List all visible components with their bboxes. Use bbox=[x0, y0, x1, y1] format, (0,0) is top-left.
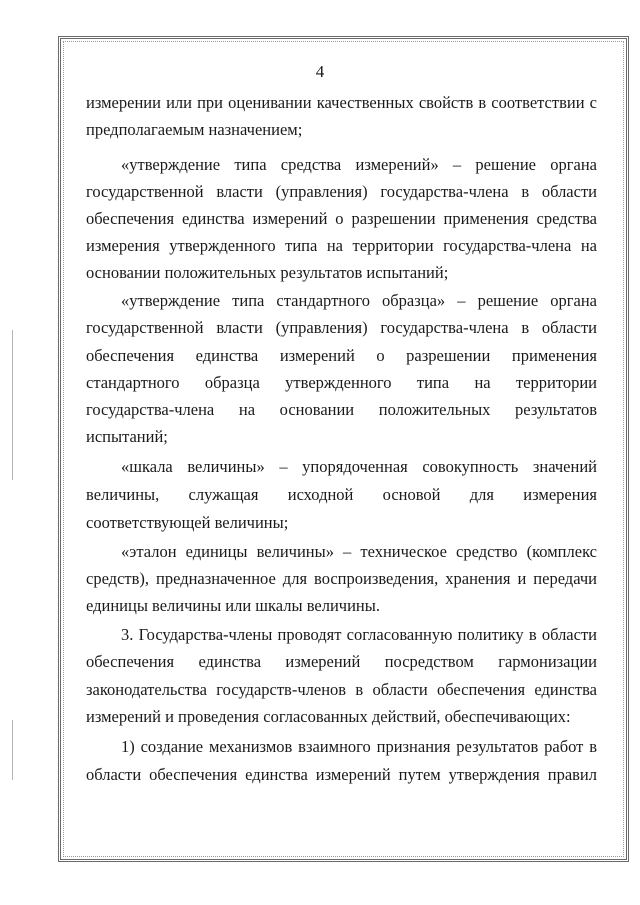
text-line: основании положительных результатов испытаний; bbox=[86, 263, 449, 282]
scan-edge-mark bbox=[12, 330, 13, 480]
text-line: измерения утвержденного типа на территории государства-члена на bbox=[86, 236, 597, 255]
page-number: 4 bbox=[315, 62, 325, 81]
text-line: величины, служащая исходной основой для измерения bbox=[86, 485, 597, 504]
text-line: «утверждение типа средства измерений» – решение органа bbox=[121, 155, 597, 174]
text-line: 3. Государства-члены проводят согласованную политику в области bbox=[121, 625, 597, 644]
text-line: обеспечения единства измерений посредством гармонизации bbox=[86, 652, 597, 671]
text-line: 1) создание механизмов взаимного признания результатов работ в bbox=[121, 737, 597, 756]
text-line: измерении или при оценивании качественных свойств в соответствии с bbox=[86, 93, 597, 112]
text-line: обеспечения единства измерений о разрешении применения средства bbox=[86, 209, 597, 228]
text-line: государства-члена на основании положительных результатов bbox=[86, 400, 597, 419]
text-line: обеспечения единства измерений о разрешении применения bbox=[86, 346, 597, 365]
text-line: государственной власти (управления) государства-члена в области bbox=[86, 318, 597, 337]
text-line: стандартного образца утвержденного типа на территории bbox=[86, 373, 597, 392]
text-line: законодательства государств-членов в области обеспечения единства bbox=[86, 680, 597, 699]
text-line: предполагаемым назначением; bbox=[86, 120, 303, 139]
text-line: государственной власти (управления) государства-члена в области bbox=[86, 182, 597, 201]
text-line: «эталон единицы величины» – техническое средство (комплекс bbox=[121, 542, 597, 561]
text-line: соответствующей величины; bbox=[86, 513, 289, 532]
text-line: области обеспечения единства измерений путем утверждения правил bbox=[86, 765, 597, 784]
text-line: испытаний; bbox=[86, 427, 168, 446]
text-line: единицы величины или шкалы величины. bbox=[86, 596, 380, 615]
text-line: измерений и проведения согласованных действий, обеспечивающих: bbox=[86, 707, 571, 726]
scan-edge-mark bbox=[12, 720, 13, 780]
text-line: средств), предназначенное для воспроизведения, хранения и передачи bbox=[86, 569, 597, 588]
text-line: «утверждение типа стандартного образца» – решение органа bbox=[121, 291, 597, 310]
text-line: «шкала величины» – упорядоченная совокупность значений bbox=[121, 457, 597, 476]
